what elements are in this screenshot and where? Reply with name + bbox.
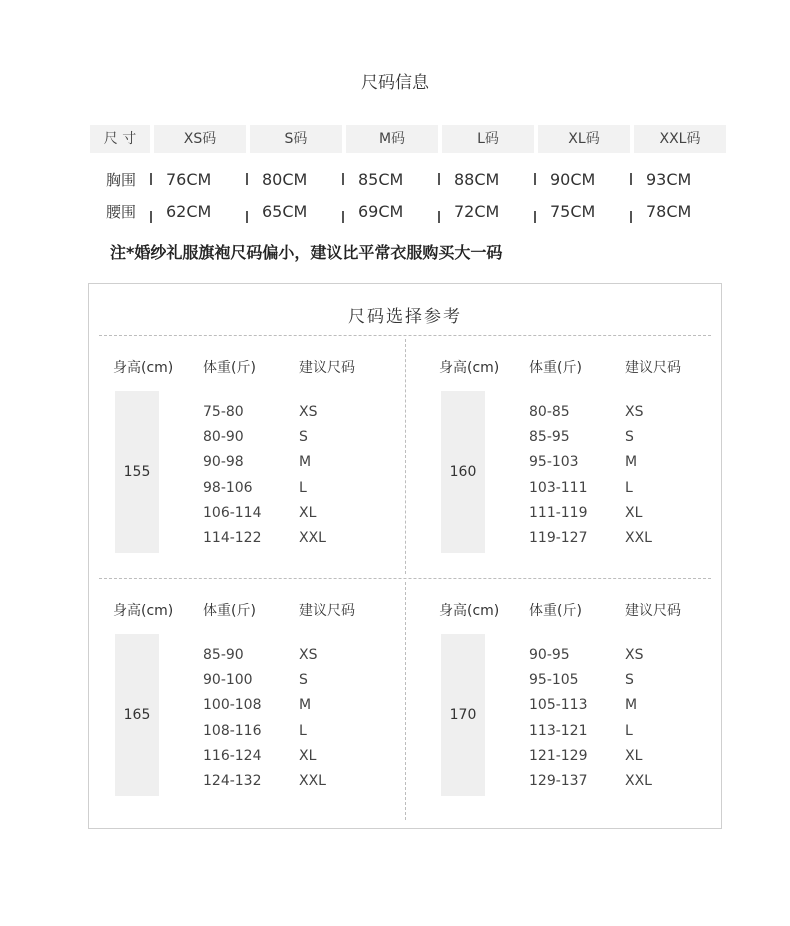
waist-xs: 62CM xyxy=(166,201,212,221)
chest-l: 88CM xyxy=(454,169,500,189)
reference-group-170 xyxy=(415,600,715,820)
weight-item: 90-98 xyxy=(203,454,244,471)
height-value: 165 xyxy=(115,634,159,796)
waist-s: 65CM xyxy=(262,201,308,221)
size-item: XXL xyxy=(299,529,326,546)
weight-item: 90-95 xyxy=(529,647,570,663)
divider-vertical-upper xyxy=(405,339,406,574)
size-table xyxy=(90,125,730,227)
weight-item: 85-95 xyxy=(529,429,570,446)
size-list xyxy=(299,643,326,794)
waist-label: 腰围 xyxy=(106,202,137,221)
header-size-label: 尺 寸 xyxy=(90,125,150,153)
size-item: M xyxy=(625,697,638,714)
weight-item: 124-132 xyxy=(203,772,262,789)
weight-list xyxy=(203,643,262,794)
weight-item: 85-90 xyxy=(203,647,244,663)
size-item: XS xyxy=(299,404,318,420)
page-title: 尺码信息 xyxy=(361,73,429,93)
weight-item: 129-137 xyxy=(529,772,588,789)
weight-item: 75-80 xyxy=(203,404,244,420)
header-xs: XS码 xyxy=(154,125,246,153)
weight-item: 80-90 xyxy=(203,429,244,446)
header-m: M码 xyxy=(346,125,438,153)
height-value: 160 xyxy=(441,391,485,553)
col-weight-label: 体重(斤) xyxy=(529,603,582,619)
header-xl: XL码 xyxy=(538,125,630,153)
size-item: XL xyxy=(625,747,643,764)
reference-group-155 xyxy=(89,357,389,577)
size-item: XL xyxy=(625,504,643,521)
size-item: XXL xyxy=(299,772,326,789)
weight-item: 108-116 xyxy=(203,722,262,739)
size-item: L xyxy=(625,479,633,496)
weight-list xyxy=(203,400,262,551)
chest-label: 胸围 xyxy=(106,170,137,189)
size-item: XS xyxy=(299,647,318,663)
weight-item: 106-114 xyxy=(203,504,262,521)
col-size-label: 建议尺码 xyxy=(299,360,355,376)
size-item: XL xyxy=(299,747,317,764)
size-table-header xyxy=(90,125,730,153)
col-weight-label: 体重(斤) xyxy=(203,360,256,376)
height-value: 170 xyxy=(441,634,485,796)
size-list xyxy=(299,400,326,551)
size-item: XL xyxy=(299,504,317,521)
divider-middle xyxy=(99,578,711,579)
weight-item: 114-122 xyxy=(203,529,262,546)
weight-item: 90-100 xyxy=(203,672,253,689)
weight-item: 95-103 xyxy=(529,454,579,471)
col-height-label: 身高(cm) xyxy=(113,360,174,376)
size-list xyxy=(625,400,652,551)
weight-item: 119-127 xyxy=(529,529,588,546)
weight-item: 100-108 xyxy=(203,697,262,714)
waist-row xyxy=(90,195,730,227)
weight-item: 98-106 xyxy=(203,479,253,496)
chest-row xyxy=(90,163,730,195)
size-item: L xyxy=(625,722,633,739)
reference-group-165 xyxy=(89,600,389,820)
waist-m: 69CM xyxy=(358,201,404,221)
reference-title: 尺码选择参考 xyxy=(348,307,462,327)
size-item: L xyxy=(299,479,307,496)
size-list xyxy=(625,643,652,794)
weight-list xyxy=(529,400,588,551)
reference-group-160 xyxy=(415,357,715,577)
height-value: 155 xyxy=(115,391,159,553)
waist-l: 72CM xyxy=(454,201,500,221)
size-item: S xyxy=(625,429,634,446)
size-item: XXL xyxy=(625,529,652,546)
col-size-label: 建议尺码 xyxy=(625,603,681,619)
divider-vertical-lower xyxy=(405,582,406,820)
weight-list xyxy=(529,643,588,794)
chest-xs: 76CM xyxy=(166,169,212,189)
header-l: L码 xyxy=(442,125,534,153)
weight-item: 121-129 xyxy=(529,747,588,764)
size-item: M xyxy=(299,454,312,471)
chest-xl: 90CM xyxy=(550,169,596,189)
col-height-label: 身高(cm) xyxy=(439,360,500,376)
size-item: S xyxy=(299,429,308,446)
col-height-label: 身高(cm) xyxy=(113,603,174,619)
size-note: 注*婚纱礼服旗袍尺码偏小，建议比平常衣服购买大一码 xyxy=(110,243,503,262)
waist-xl: 75CM xyxy=(550,201,596,221)
col-weight-label: 体重(斤) xyxy=(529,360,582,376)
chest-xxl: 93CM xyxy=(646,169,692,189)
size-item: S xyxy=(299,672,308,689)
size-item: XS xyxy=(625,404,644,420)
header-s: S码 xyxy=(250,125,342,153)
divider-top xyxy=(99,335,711,336)
weight-item: 103-111 xyxy=(529,479,588,496)
size-item: L xyxy=(299,722,307,739)
weight-item: 116-124 xyxy=(203,747,262,764)
header-xxl: XXL码 xyxy=(634,125,726,153)
col-size-label: 建议尺码 xyxy=(299,603,355,619)
size-item: XS xyxy=(625,647,644,663)
size-item: M xyxy=(299,697,312,714)
chest-m: 85CM xyxy=(358,169,404,189)
weight-item: 95-105 xyxy=(529,672,579,689)
size-item: S xyxy=(625,672,634,689)
col-size-label: 建议尺码 xyxy=(625,360,681,376)
weight-item: 111-119 xyxy=(529,504,588,521)
chest-s: 80CM xyxy=(262,169,308,189)
size-item: M xyxy=(625,454,638,471)
weight-item: 80-85 xyxy=(529,404,570,420)
weight-item: 105-113 xyxy=(529,697,588,714)
col-height-label: 身高(cm) xyxy=(439,603,500,619)
size-reference-box xyxy=(88,283,722,829)
col-weight-label: 体重(斤) xyxy=(203,603,256,619)
size-item: XXL xyxy=(625,772,652,789)
waist-xxl: 78CM xyxy=(646,201,692,221)
weight-item: 113-121 xyxy=(529,722,588,739)
